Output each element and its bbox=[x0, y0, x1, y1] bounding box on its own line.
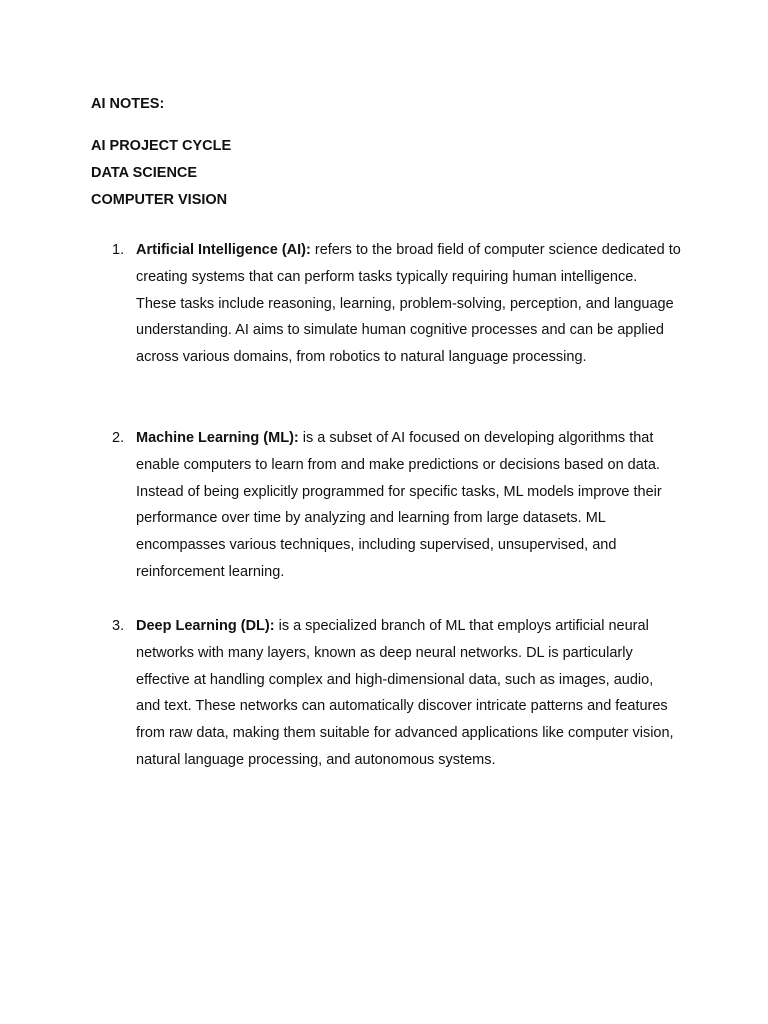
definition-body: is a specialized branch of ML that employs artificial neural networks with many layers, known as deep neural networks. DL is particularly effective at handling complex and high-dimensional data, such as images, audio, and text. These networks can automatically discover intricate patterns and features from raw data, making them suitable for advanced applications like computer vision, natural language processing, and autonomous systems. bbox=[136, 618, 674, 768]
definition-number: 2. bbox=[112, 430, 125, 446]
definition-number: 3. bbox=[112, 618, 125, 634]
definition-body: refers to the broad field of computer science dedicated to creating systems that can perform tasks typically requiring human intelligence. These tasks include reasoning, learning, problem-solving, perception, and language understanding. AI aims to simulate human cognitive processes and can be applied across various domains, from robotics to natural language processing. bbox=[136, 242, 681, 366]
topic-item: AI PROJECT CYCLE bbox=[91, 138, 232, 154]
definition-paragraph bbox=[136, 613, 681, 774]
topic-item: DATA SCIENCE bbox=[91, 165, 198, 181]
definition-paragraph bbox=[136, 237, 681, 371]
topic-item: COMPUTER VISION bbox=[91, 192, 228, 208]
topic-list bbox=[91, 133, 231, 214]
definition-term: Machine Learning (ML): bbox=[136, 430, 299, 446]
definition-body: is a subset of AI focused on developing algorithms that enable computers to learn from and make predictions or decisions based on data. Instead of being explicitly programmed for specific tasks, ML models improve their performance over time by analyzing and learning from large datasets. ML encompasses various techniques, including supervised, unsupervised, and reinforcement learning. bbox=[136, 430, 662, 580]
notes-title: AI NOTES: bbox=[91, 96, 165, 112]
definition-term: Artificial Intelligence (AI): bbox=[136, 242, 311, 258]
definition-paragraph bbox=[136, 425, 681, 586]
definition-number: 1. bbox=[112, 242, 125, 258]
definition-term: Deep Learning (DL): bbox=[136, 618, 275, 634]
